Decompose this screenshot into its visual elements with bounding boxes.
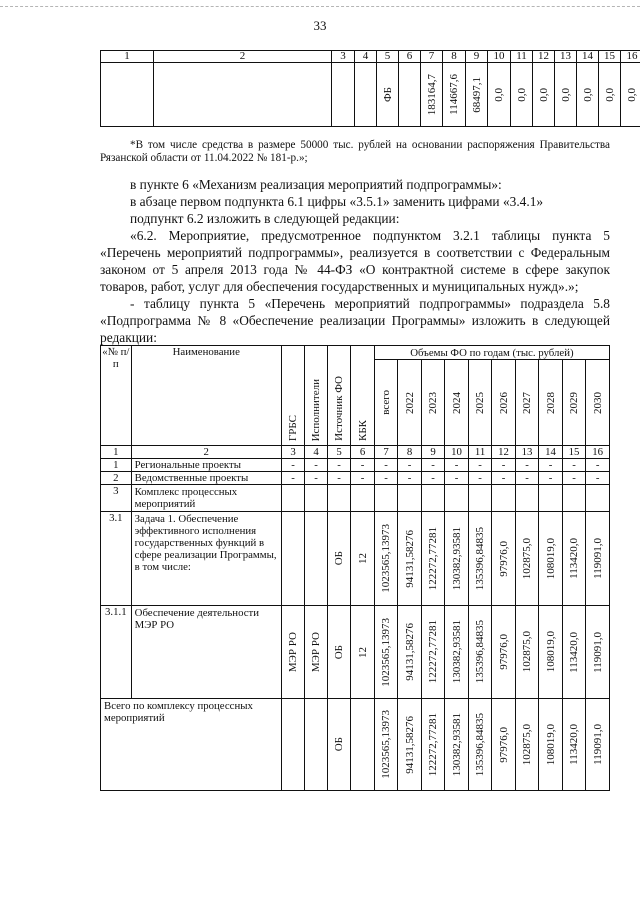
value-cell: 113420,0 [562,512,586,606]
col-number: 16 [586,446,610,459]
empty-cell [515,485,539,512]
col-number: 15 [562,446,586,459]
amendment-text [100,128,610,346]
source-cell: ОБ [327,606,351,699]
dash-cell: - [445,459,469,472]
value-cell: 114667,6 [443,63,466,127]
row-name: Комплекс процессных мероприятий [131,485,281,512]
dash-cell: - [305,459,327,472]
value-cell: 130382,93581 [445,699,469,791]
source-cell: ОБ [327,699,351,791]
col-number: 2 [131,446,281,459]
col-header-grbs: ГРБС [281,346,305,446]
table-row [101,512,610,606]
col-number: 13 [555,51,577,63]
col-header-year: 2027 [515,360,539,446]
value-cell: 108019,0 [539,699,563,791]
empty-cell [562,485,586,512]
dash-cell: - [398,472,422,485]
col-number: 3 [332,51,355,63]
value-cell: 68497,1 [466,63,488,127]
col-number: 9 [421,446,445,459]
value-cell: 130382,93581 [445,512,469,606]
empty-cell [154,63,332,127]
row-number: 1 [101,459,132,472]
executor-cell: МЭР РО [305,606,327,699]
empty-cell [399,63,421,127]
value-cell: 102875,0 [515,512,539,606]
empty-cell [421,485,445,512]
col-number: 3 [281,446,305,459]
col-header-name: Наименование [131,346,281,446]
kbk-cell: 12 [351,606,375,699]
col-number: 15 [599,51,621,63]
paragraph: подпункт 6.2 изложить в следующей редакции: [130,211,400,227]
col-number: 14 [577,51,599,63]
value-cell: 97976,0 [492,699,516,791]
kbk-cell: 12 [351,512,375,606]
col-number: 7 [374,446,398,459]
col-header-source: Источник ФО [327,346,351,446]
col-header-year: 2023 [421,360,445,446]
value-cell: 0,0 [511,63,533,127]
value-cell: 97976,0 [492,606,516,699]
col-number: 12 [492,446,516,459]
source-cell: ОБ [327,512,351,606]
empty-cell [305,512,327,606]
dash-cell: - [586,459,610,472]
paragraph: - таблицу пункта 5 «Перечень мероприятий подпрограммы» подраздела 5.8 «Подпрограмма № 8 «Обеспечение реализации Программы» изложить в следующей редакции: [100,296,610,346]
dash-cell: - [398,459,422,472]
col-number: 5 [377,51,399,63]
col-number: 9 [466,51,488,63]
value-cell: 119091,0 [586,512,610,606]
col-number: 1 [101,446,132,459]
dash-cell: - [421,472,445,485]
table-continuation [100,50,640,127]
col-number: 5 [327,446,351,459]
row-name: Региональные проекты [131,459,281,472]
col-number: 1 [101,51,154,63]
value-cell: 108019,0 [539,606,563,699]
empty-cell [281,512,305,606]
col-number: 12 [533,51,555,63]
value-cell: 135396,84835 [468,606,492,699]
dash-cell: - [281,459,305,472]
col-number: 10 [488,51,511,63]
row-name: Задача 1. Обеспечение эффективного исполнения государственных функций в сфере реализации Программы, в том числе: [131,512,281,606]
dash-cell: - [515,459,539,472]
empty-cell [445,485,469,512]
column-numbers-row [101,446,610,459]
row-number: 3.1.1 [101,606,132,699]
dash-cell: - [305,472,327,485]
paragraph: в абзаце первом подпункта 6.1 цифры «3.5.1» заменить цифрами «3.4.1» [130,194,544,210]
value-cell: 1023565,13973 [374,512,398,606]
col-header-year: 2026 [492,360,516,446]
dash-cell: - [468,459,492,472]
value-cell: 0,0 [577,63,599,127]
row-name: Ведомственные проекты [131,472,281,485]
dash-cell: - [539,472,563,485]
value-cell: 0,0 [488,63,511,127]
row-number: 3.1 [101,512,132,606]
empty-cell [539,485,563,512]
value-cell: 0,0 [555,63,577,127]
value-cell: 113420,0 [562,699,586,791]
value-cell: 94131,58276 [398,606,422,699]
col-number: 14 [539,446,563,459]
dash-cell: - [492,472,516,485]
col-number: 2 [154,51,332,63]
empty-cell [586,485,610,512]
table-row [101,606,610,699]
value-cell: 0,0 [533,63,555,127]
table-header-row [101,51,640,63]
table-row [101,459,610,472]
paragraph: в пункте 6 «Механизм реализация мероприятий подпрограммы»: [130,177,502,193]
dash-cell: - [281,472,305,485]
value-cell: 0,0 [621,63,640,127]
dash-cell: - [445,472,469,485]
col-number: 4 [355,51,377,63]
value-cell: 1023565,13973 [374,699,398,791]
table-total-row [101,699,610,791]
value-cell: 122272,77281 [421,606,445,699]
footnote: *В том числе средства в размере 50000 тыс. рублей на основании распоряжения Правительства Рязанской области от 11.04.2022 № 181-р.»; [100,139,610,165]
dash-cell: - [327,472,351,485]
col-header-year: 2024 [445,360,469,446]
empty-cell [305,699,327,791]
value-cell: 113420,0 [562,606,586,699]
col-header-executors: Исполнители [305,346,327,446]
dash-cell: - [351,459,375,472]
dash-cell: - [586,472,610,485]
page-number: 33 [313,18,327,33]
total-row-name: Всего по комплексу процессных мероприятий [101,699,282,791]
dash-cell: - [492,459,516,472]
value-cell: 122272,77281 [421,699,445,791]
empty-cell [327,485,351,512]
value-cell: 119091,0 [586,699,610,791]
value-cell: 135396,84835 [468,512,492,606]
dash-cell: - [374,472,398,485]
dash-cell: - [374,459,398,472]
dash-cell: - [515,472,539,485]
empty-cell [281,485,305,512]
col-number: 6 [351,446,375,459]
scan-top-edge [0,6,640,7]
col-header-total: всего [374,360,398,446]
empty-cell [332,63,355,127]
source-cell: ФБ [377,63,399,127]
col-number: 11 [511,51,533,63]
value-cell: 122272,77281 [421,512,445,606]
value-cell: 94131,58276 [398,512,422,606]
col-number: 10 [445,446,469,459]
grbs-cell: МЭР РО [281,606,305,699]
value-cell: 183164,7 [421,63,443,127]
row-number: 3 [101,485,132,512]
col-number: 11 [468,446,492,459]
value-cell: 102875,0 [515,699,539,791]
dash-cell: - [351,472,375,485]
empty-cell [492,485,516,512]
dash-cell: - [562,472,586,485]
col-header-year: 2030 [586,360,610,446]
empty-cell [355,63,377,127]
table-row [101,472,610,485]
value-cell: 97976,0 [492,512,516,606]
col-number: 8 [398,446,422,459]
empty-cell [351,699,375,791]
col-header-kbk: КБК [351,346,375,446]
col-header-year: 2022 [398,360,422,446]
subprogram-measures-table [100,345,610,791]
value-cell: 0,0 [599,63,621,127]
col-number: 13 [515,446,539,459]
col-header-year: 2029 [562,360,586,446]
col-number: 16 [621,51,640,63]
row-number: 2 [101,472,132,485]
value-cell: 108019,0 [539,512,563,606]
paragraph: «6.2. Мероприятие, предусмотренное подпунктом 3.2.1 таблицы пункта 5 «Перечень мероприятий подпрограммы», реализуется в соответствии с Федеральным законом от 5 апреля 2013 года № 44-ФЗ «О контрактной системе в сфере закупок товаров, работ, услуг для обеспечения государственных и муниципальных нужд».»; [100,228,610,295]
col-number: 8 [443,51,466,63]
table-header-row [101,346,610,360]
empty-cell [468,485,492,512]
col-header-volumes: Объемы ФО по годам (тыс. рублей) [374,346,609,360]
dash-cell: - [562,459,586,472]
value-cell: 94131,58276 [398,699,422,791]
empty-cell [351,485,375,512]
dash-cell: - [468,472,492,485]
table-row [101,485,610,512]
dash-cell: - [539,459,563,472]
empty-cell [101,63,154,127]
col-number: 4 [305,446,327,459]
col-number: 7 [421,51,443,63]
dash-cell: - [421,459,445,472]
col-header-year: 2028 [539,360,563,446]
value-cell: 102875,0 [515,606,539,699]
value-cell: 130382,93581 [445,606,469,699]
value-cell: 119091,0 [586,606,610,699]
value-cell: 1023565,13973 [374,606,398,699]
table-row [101,63,640,127]
col-header-year: 2025 [468,360,492,446]
dash-cell: - [327,459,351,472]
empty-cell [281,699,305,791]
col-number: 6 [399,51,421,63]
empty-cell [398,485,422,512]
value-cell: 135396,84835 [468,699,492,791]
empty-cell [374,485,398,512]
row-name: Обеспечение деятельности МЭР РО [131,606,281,699]
col-header-number: «№ п/п [101,346,132,446]
empty-cell [305,485,327,512]
